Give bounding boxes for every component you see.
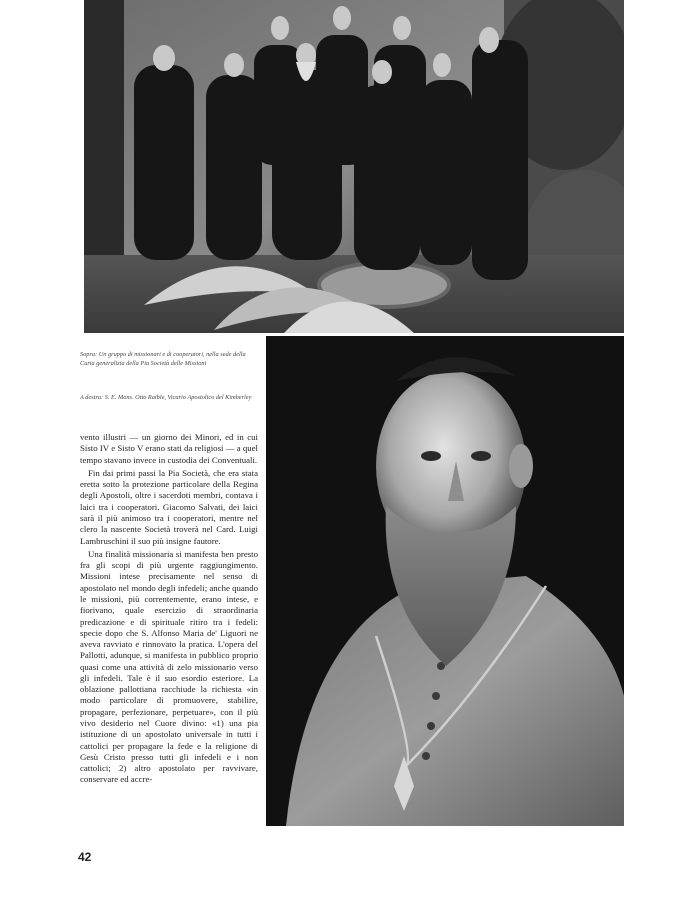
article-paragraph: Una finalità missionaria si manifesta ben presto fra gli scopi di più urgente raggiungimento. Missioni intese precisamente nel senso di apostolato nel mondo degli infedeli; anche quando le missioni, più correntemente, erano intese, e fiorivano, quale esercizio di straordinaria predicazione e di spirituale ritiro tra i fedeli: specie dopo che S. Alfonso Maria de' Liguori ne aveva ravviato e rinnovato la pratica. L'opera del Pallotti, adunque, si manifesta in pubblico proprio quasi come una attività di zelo missionario verso gli infedeli. Tale è il suo esordio esteriore. La oblazione pallottiana racchiude la richiesta «in modo particolare di promuovere, stabilire, propagare, perfezionare, perpetuare», con il più vivo desiderio nel Cuore divino: «1) una pia istituzione di un apostolato universale in tutti i cattolici per propagare la fede e la religione di Gesù Cristo presso tutti gli infedeli e i non cattolici; 2) altro apostolato per ravvivare, conservare ed accre- bbox=[80, 548, 258, 785]
caption-top: Sopra: Un gruppo di missionari e di cooperatori, nella sede della Curia generalizia della Pia Società delle Missioni bbox=[80, 351, 246, 367]
portrait-photo-image bbox=[266, 336, 624, 826]
article-paragraph: vento illustri — un giorno dei Minori, ed in cui Sisto IV e Sisto V erano stati da religiosi — a quel tempo stavano invece in custodia dei Conventuali. bbox=[80, 432, 258, 465]
portrait-photo bbox=[266, 336, 624, 826]
article-paragraph: Fin dai primi passi la Pia Società, che era stata eretta sotto la protezione particolare della Regina degli Apostoli, oltre i sacerdoti membri, contava i laici tra i cooperatori. Giacomo Salvati, dei laici sarà il più animoso tra i cooperatori, mentre nel clero la nascente Società troverà nel Card. Luigi Lambruschini il suo più insigne fautore. bbox=[80, 467, 258, 546]
page-number: 42 bbox=[78, 850, 92, 864]
group-photo bbox=[84, 0, 624, 333]
caption-right: A destra: S. E. Mons. Otto Raible, Vicario Apostolico del Kimberley bbox=[80, 394, 252, 401]
article-body bbox=[80, 432, 258, 786]
group-photo-image bbox=[84, 0, 624, 333]
